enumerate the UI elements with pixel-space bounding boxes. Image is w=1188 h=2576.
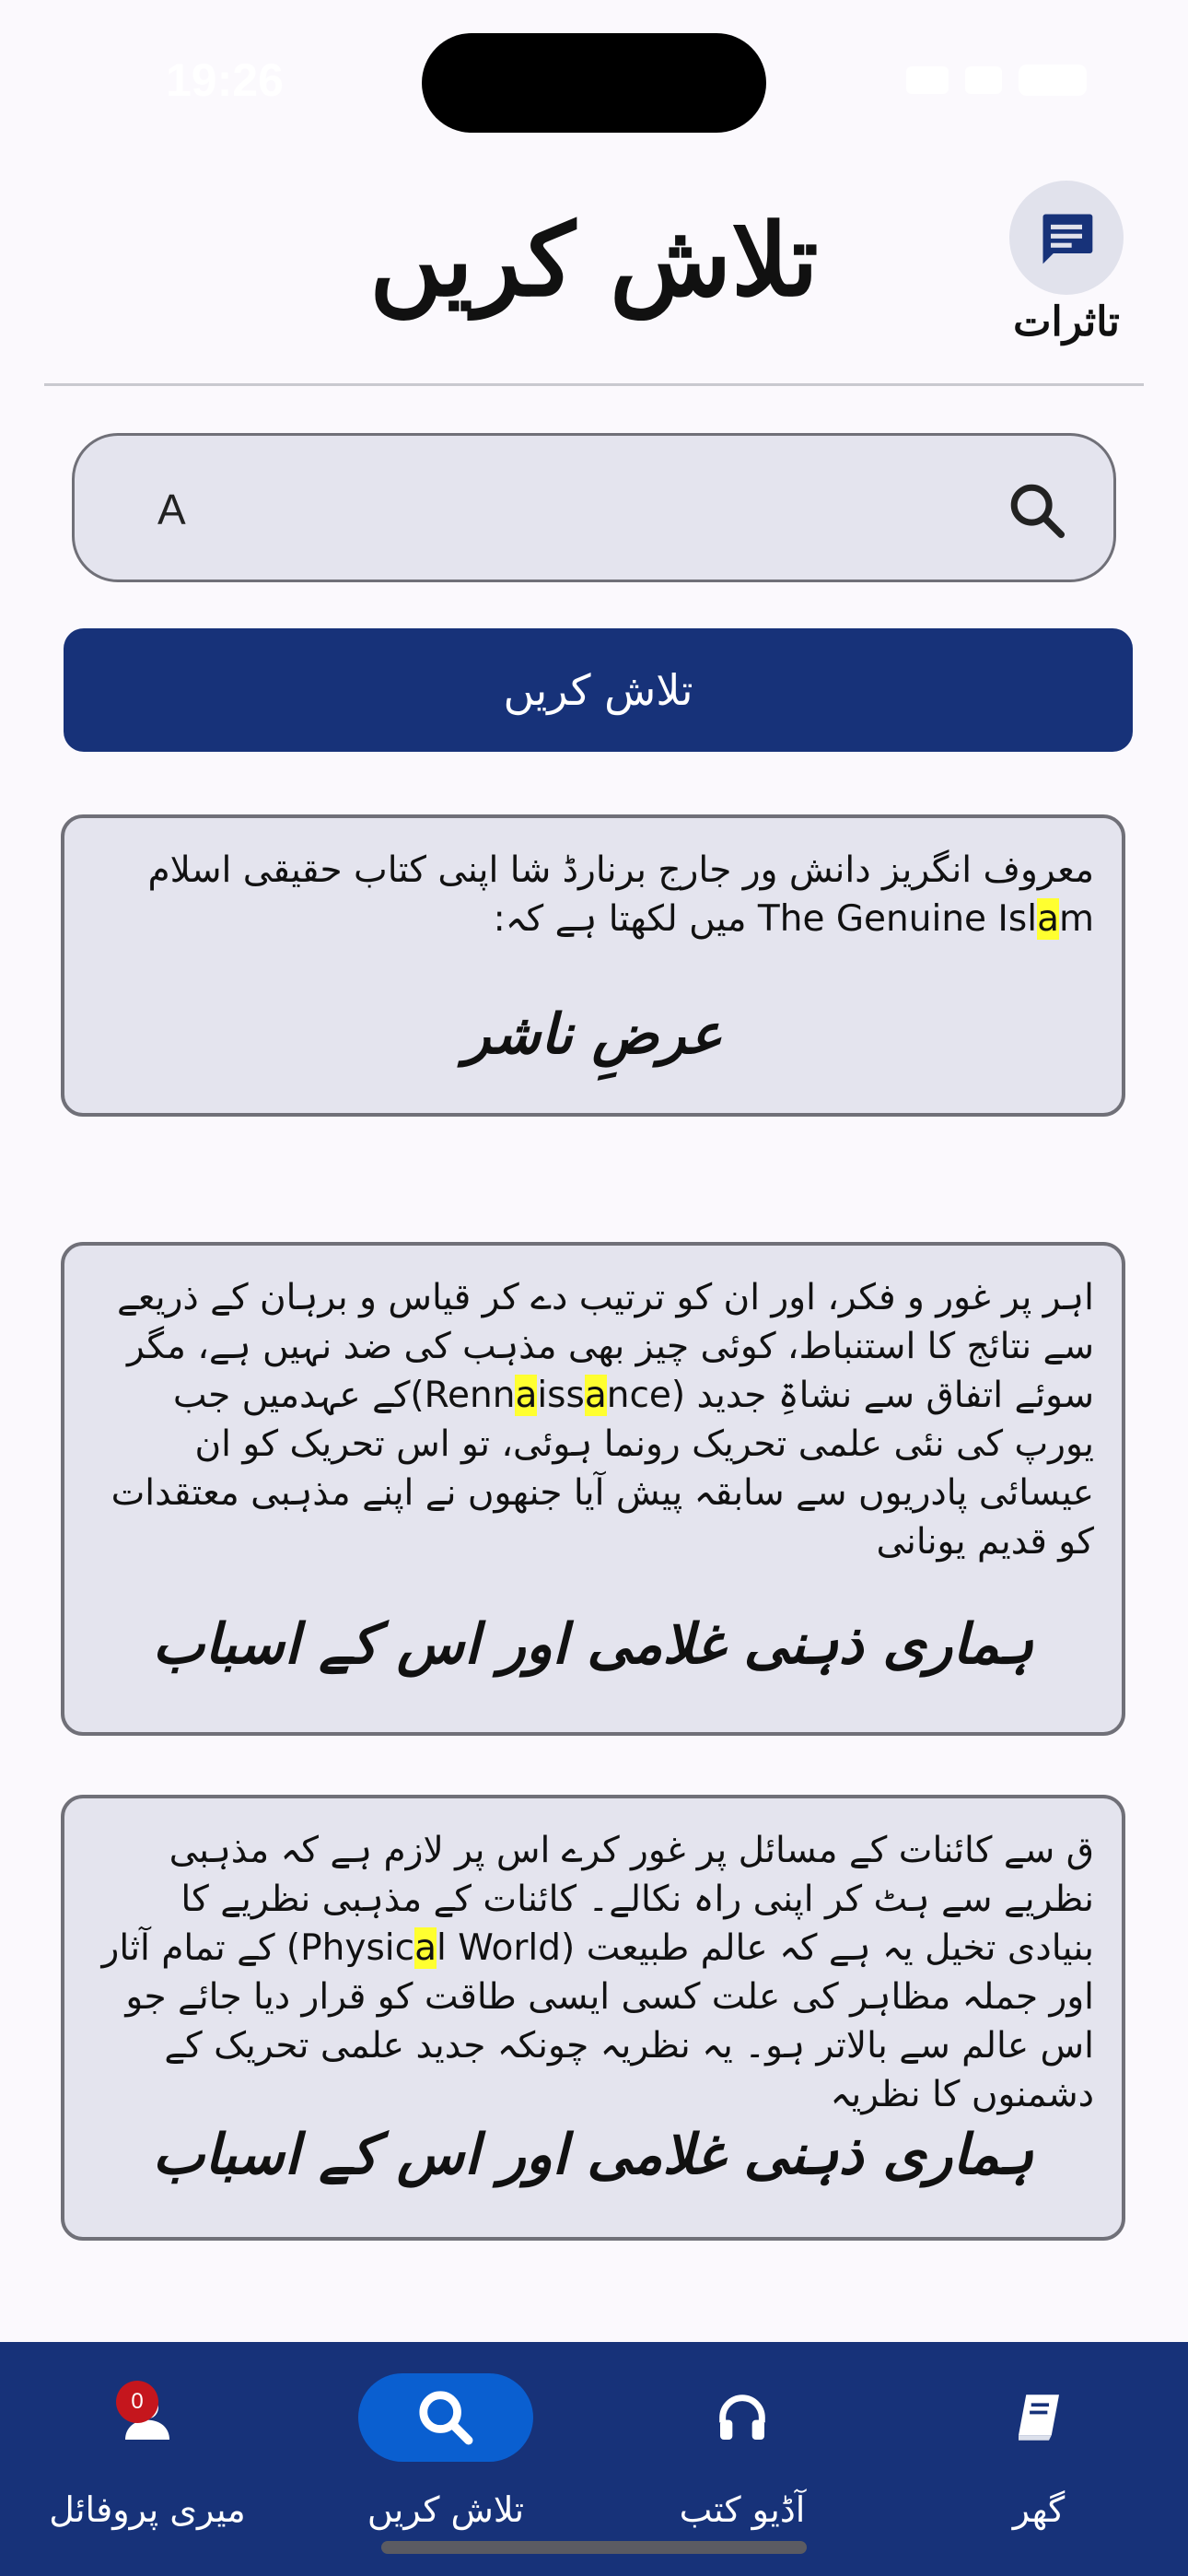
search-button[interactable]: تلاش کریں	[64, 628, 1133, 752]
nav-home-label: گھر	[1012, 2489, 1066, 2530]
nav-search-icon-wrap[interactable]	[358, 2373, 533, 2462]
result-snippet: اہر پر غور و فکر، اور ان کو ترتیب دے کر قیاس و برہان کے ذریعے سے نتائج کا استنباط، کوئی چیز بھی مذہب کی ضد نہیں ہے، مگر سوئے اتفاق سے نشاۃِ جدید (Rennaissance)کے عہدمیں جب یورپ کی نئی علمی تحریک رونما ہوئی، تو اس تحریک کو ان عیسائی پادریوں سے سابقہ پیش آیا جنھوں نے اپنے مذہبی معتقدات کو قدیم یونانی	[111, 1277, 1094, 1563]
result-card[interactable]	[61, 814, 1125, 1117]
search-field[interactable]	[72, 433, 1116, 582]
home-indicator	[381, 2541, 807, 2554]
search-icon[interactable]	[1005, 478, 1069, 543]
nav-profile[interactable]	[18, 2342, 276, 2576]
nav-profile-label: میری پروفائل	[49, 2489, 246, 2530]
result-snippet: ق سے کائنات کے مسائل پر غور کرے اس پر لازم ہے کہ مذہبی نظریے سے ہٹ کر اپنی راہ نکالے۔ کائنات کے مذہبی نظریے کا بنیادی تخیل یہ ہے کہ عالم طبیعت (Physical World) کے تمام آثار اور جملہ مظاہر کی علت کسی ایسی طاقت کو قرار دیا جائے جو اس عالم سے بالاتر ہو۔ یہ نظریہ چونکہ جدید علمی تحریک کے دشمنوں کا نظریہ	[101, 1830, 1094, 2115]
notification-badge: 0	[116, 2381, 158, 2423]
result-snippet: معروف انگریز دانش ور جارج برنارڈ شا اپنی کتاب حقیقی اسلام The Genuine Islam میں لکھتا ہے کہ:	[147, 849, 1094, 940]
result-title: عرضِ ناشر	[463, 1002, 723, 1067]
search-icon	[413, 2385, 478, 2450]
feedback-label: تاثرات	[1013, 299, 1120, 345]
page-header	[0, 166, 1188, 387]
result-title: ہماری ذہنی غلامی اور اس کے اسباب	[152, 1612, 1034, 1677]
result-title: ہماری ذہنی غلامی اور اس کے اسباب	[152, 2123, 1034, 2187]
signal-icon	[906, 66, 949, 94]
headphones-icon	[713, 2388, 772, 2447]
header-divider	[44, 383, 1144, 386]
nav-home-icon-wrap[interactable]	[951, 2373, 1126, 2462]
page-title: تلاش کریں	[369, 203, 819, 319]
dynamic-island	[422, 33, 766, 133]
search-input[interactable]	[157, 473, 968, 546]
nav-audio-label: آڈیو کتب	[679, 2489, 806, 2530]
result-card[interactable]	[61, 1795, 1125, 2241]
book-icon	[1008, 2387, 1069, 2448]
nav-home[interactable]	[910, 2342, 1168, 2576]
status-time: 19:26	[166, 54, 284, 106]
battery-icon	[1019, 64, 1087, 96]
status-icons	[906, 64, 1087, 96]
wifi-icon	[965, 66, 1002, 94]
nav-search-label: تلاش کریں	[367, 2489, 525, 2530]
nav-audio-icon-wrap[interactable]	[655, 2373, 830, 2462]
result-card[interactable]	[61, 1242, 1125, 1736]
